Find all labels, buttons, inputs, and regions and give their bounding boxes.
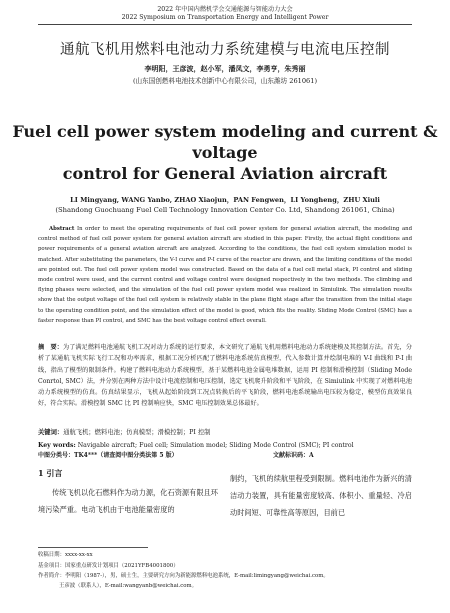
document-code: 文献标识码：A	[273, 452, 314, 459]
conference-header-cn: 2022 年中国内燃机学会交通能源与智能动力大会	[157, 6, 293, 13]
authors-cn: 李明阳，王彦波，赵小军，潘凤文，李勇亨，朱秀丽	[144, 64, 306, 73]
body-column-left: 传统飞机以化石燃料作为动力源，化石资源有限且环境污染严重。电动飞机由于电池能量密度的	[38, 488, 218, 514]
conference-header-en: 2022 Symposium on Transportation Energy and Intelligent Power	[121, 14, 329, 21]
abstract-en	[38, 224, 412, 326]
keywords-en-text: Navigable aircraft; Fuel cell; Simulation model; Sliding Mode Control (SMC); PI control	[77, 442, 354, 449]
classification-line	[38, 452, 412, 460]
keywords-en-label: Key words:	[38, 442, 76, 449]
authors-en: LI Mingyang, WANG Yanbo, ZHAO Xiaojun，PAN Fengwen，LI Yongheng，ZHU Xiuli	[70, 196, 380, 204]
abstract-cn-label: 摘 要：	[38, 344, 63, 351]
affiliation-cn: (山东国创燃料电池技术创新中心有限公司，山东潍坊 261061)	[132, 77, 318, 85]
affiliation-en: (Shandong Guochuang Fuel Cell Technology Innovation Center Co. Ltd, Shandong 261061, China)	[55, 206, 395, 214]
footnote-corresponding: 王彦波（联系人），E-mail:wangyanb@weichai.com。	[59, 583, 198, 589]
abstract-cn	[38, 342, 412, 410]
keywords-cn-text: 通航飞机；燃料电池；仿真模型；滑模控制；PI 控制	[63, 429, 211, 436]
title-en	[0, 121, 450, 184]
abstract-cn-text: 为了满足燃料电池通航飞机工况对动力系统的运行要求，本文研究了通航飞机用燃料电池动力系统建模及其控制方法。首先，分析了某通航飞机实际飞行工况和功率需求，根据工况分析匹配了燃料电池系统仿真模型，代入参数计算并绘制电堆的 V-I 曲线和 P-I 曲线，指出了模型的限制条件。构建了燃料电池动力系统模型，基于某燃料电池金属电堆数据，运用 PI 控制和滑模控制（Sliding Mode Conrtol, SMC）法，并分别在两种方法中设计电流控制和电压控制，选定飞机爬升阶段和平飞阶段，在 Simiulink 中实现了对燃料电池动力系统模型的仿真。仿真结果显示，飞机从起始阶段到工况点转换后的平飞阶段，燃料电池系统输出电压较为稳定，模型仿真效果良好，符合实际。滑模控制 SMC 比 PI 控制响应快，SMC 电压控制效果总体最好。	[38, 344, 412, 408]
keywords-cn-label: 关键词：	[38, 429, 64, 436]
section-heading-introduction: 1 引言	[38, 468, 63, 478]
title-cn: 通航飞机用燃料电池动力系统建模与电流电压控制	[60, 42, 390, 58]
abstract-en-text: In order to meet the operating requirements of fuel cell power system for general aviation aircraft, the modeling and control method of fuel cell power system for general aviation aircraft are studied in this paper. Firstly, the actual flight conditions and power requirements of a general aviation aircraft are analyzed. According to the conditions, the fuel cell system simulation model is matched. After substituting the parameters, the V-I curve and P-I curve of the reactor are drawn, and the limiting conditions of the model are pointed out. The fuel cell power system model was constructed. Based on the data of a fuel cell metal stack, PI control and sliding mode control were used, and the current control and voltage control were designed respectively in the two methods. The climbing and flying phases were selected, and the simulation of the fuel cell power system model was realized in Simiulink. The simulation results show that the output voltage of the fuel cell system is relatively stable in the plane flight stage after the transition from the initial stage to the operating condition point, and the simulation effect of the model is good, which fits the reality. Sliding Mode Control (SMC) has a faster response than PI control, and SMC has the best voltage control effect overall.	[38, 226, 412, 324]
footnote-author: 作者简介：李明阳（1987-），男，硕士生，主要研究方向为新能源燃料电池系统，E-mail:limingyang@weichai.com。	[38, 573, 329, 579]
abstract-en-label: Abstract	[49, 226, 75, 232]
footnote-rule	[38, 547, 148, 548]
keywords-cn	[38, 428, 412, 437]
header-rule	[38, 24, 412, 25]
keywords-en	[38, 441, 412, 450]
title-en-line1: Fuel cell power system modeling and current & voltage	[12, 122, 438, 162]
footnote-received: 收稿日期：xxxx-xx-xx	[38, 552, 93, 558]
body-column-right: 制约，飞机的续航里程受到限制。燃料电池作为新兴的清洁动力装置，具有能量密度较高、体积小、重量轻、冷启动时间短、可靠性高等原因，目前已	[230, 474, 412, 517]
clc-number: 中图分类号：TK4***（请查阅中图分类法第 5 版）	[38, 452, 178, 459]
footnote-fund: 基金项目：国家重点研发计划项目（2021YFB4001800）	[38, 563, 179, 569]
title-en-line2: control for General Aviation aircraft	[62, 164, 388, 183]
